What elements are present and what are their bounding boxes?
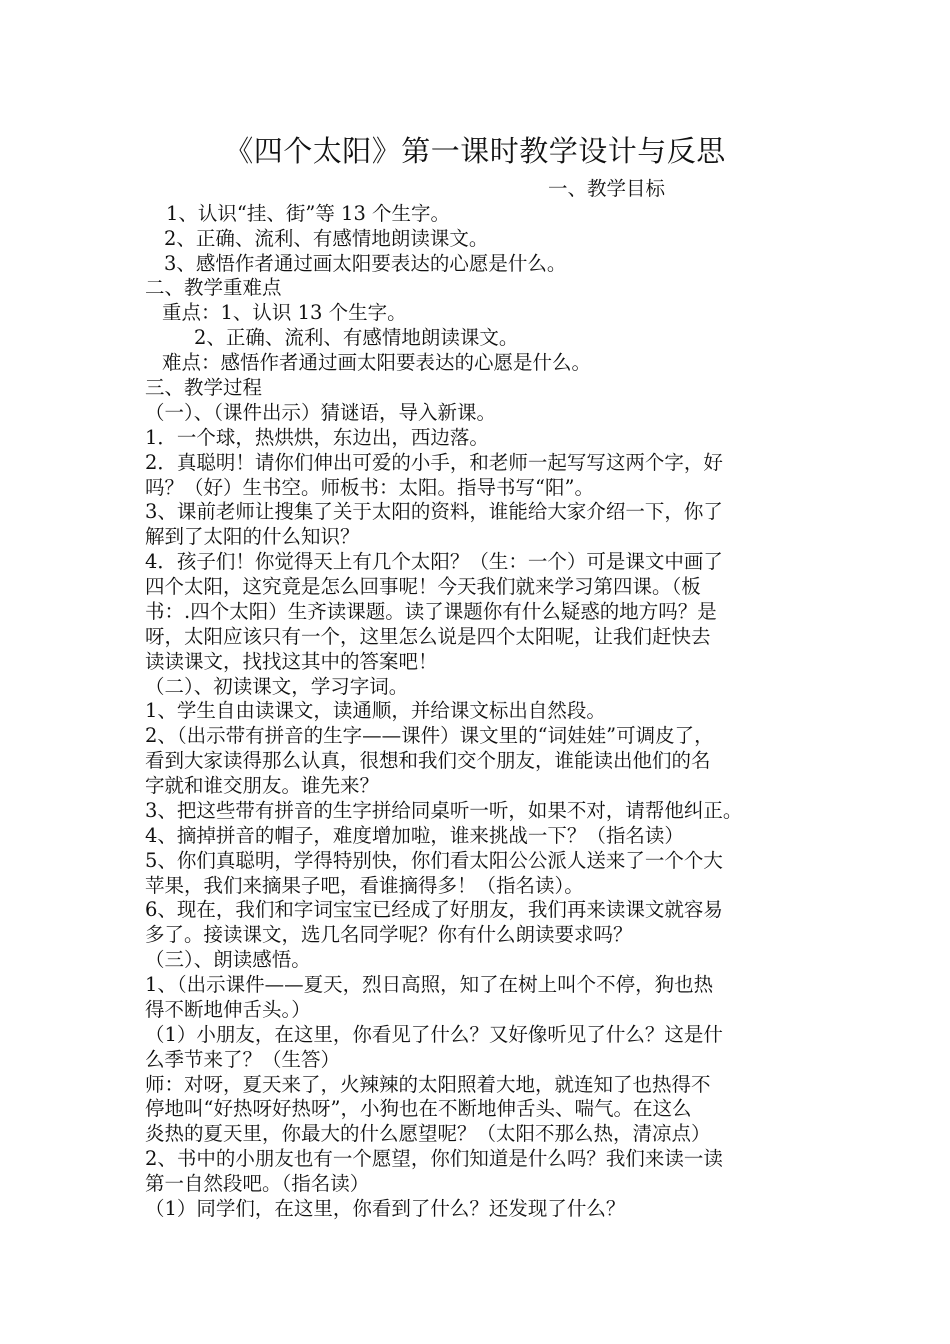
heading-objectives: 一、教学目标: [548, 177, 666, 200]
paragraph-line: 解到了太阳的什么知识？: [145, 525, 360, 548]
key-point-line: 2、正确、流利、有感情地朗读课文。: [194, 326, 519, 349]
paragraph-line: 3、课前老师让搜集了关于太阳的资料，谁能给大家介绍一下，你了: [145, 500, 723, 523]
paragraph-line: 师：对呀，夏天来了，火辣辣的太阳照着大地，就连知了也热得不: [145, 1073, 711, 1096]
paragraph-line: （1）同学们，在这里，你看到了什么？还发现了什么？: [145, 1197, 626, 1220]
paragraph-line: 读读课文，找找这其中的答案吧！: [145, 650, 438, 673]
objective-line: 1、认识“挂、街”等 13 个生字。: [166, 202, 451, 225]
paragraph-line: 4．孩子们！你觉得天上有几个太阳？（生：一个）可是课文中画了: [145, 550, 723, 573]
section-heading: （三）、朗读感悟。: [145, 948, 311, 971]
section-heading: （一）、（课件出示）猜谜语，导入新课。: [145, 401, 497, 424]
paragraph-line: 2．真聪明！请你们伸出可爱的小手，和老师一起写写这两个字，好: [145, 451, 723, 474]
paragraph-line: 2、书中的小朋友也有一个愿望，你们知道是什么吗？我们来读一读: [145, 1147, 723, 1170]
paragraph-line: 3、把这些带有拼音的生字拼给同桌听一听，如果不对，请帮他纠正。: [145, 799, 743, 822]
paragraph-line: 1、（出示课件——夏天，烈日高照，知了在树上叫个不停，狗也热: [145, 973, 714, 996]
paragraph-line: 2、（出示带有拼音的生字——课件）课文里的“词娃娃”可调皮了，: [145, 724, 714, 747]
paragraph-line: 5、你们真聪明，学得特别快，你们看太阳公公派人送来了一个个大: [145, 849, 723, 872]
paragraph-line: 第一自然段吧。（指名读）: [145, 1172, 370, 1195]
paragraph-line: 呀，太阳应该只有一个，这里怎么说是四个太阳呢，让我们赶快去: [145, 625, 711, 648]
document-title: 《四个太阳》第一课时教学设计与反思: [224, 134, 726, 168]
paragraph-line: 书：.四个太阳）生齐读课题。读了课题你有什么疑惑的地方吗？是: [145, 600, 717, 623]
heading-key-points: 二、教学重难点: [145, 276, 282, 299]
paragraph-line: 得不断地伸舌头。）: [145, 998, 311, 1021]
paragraph-line: 么季节来了？（生答）: [145, 1048, 341, 1071]
objective-line: 3、感悟作者通过画太阳要表达的心愿是什么。: [164, 252, 567, 275]
paragraph-line: 苹果，我们来摘果子吧，看谁摘得多！（指名读）。: [145, 874, 584, 897]
section-heading: （二）、初读课文，学习字词。: [145, 675, 409, 698]
paragraph-line: 停地叫“好热呀好热呀”，小狗也在不断地伸舌头、喘气。在这么: [145, 1097, 692, 1120]
paragraph-line: 四个太阳，这究竟是怎么回事呢！今天我们就来学习第四课。（板: [145, 575, 701, 598]
paragraph-line: 4、摘掉拼音的帽子，难度增加啦，谁来挑战一下？（指名读）: [145, 824, 684, 847]
paragraph-line: 炎热的夏天里，你最大的什么愿望呢？（太阳不那么热，清凉点）: [145, 1122, 711, 1145]
key-point-line: 重点：1、认识 13 个生字。: [162, 301, 407, 324]
paragraph-line: 1．一个球，热烘烘，东边出，西边落。: [145, 426, 489, 449]
heading-process: 三、教学过程: [145, 376, 263, 399]
paragraph-line: （1）小朋友，在这里，你看见了什么？又好像听见了什么？这是什: [145, 1023, 723, 1046]
paragraph-line: 吗？（好）生书空。师板书：太阳。指导书写“阳”。: [145, 476, 594, 499]
paragraph-line: 1、学生自由读课文，读通顺，并给课文标出自然段。: [145, 699, 606, 722]
paragraph-line: 字就和谁交朋友。谁先来？: [145, 774, 380, 797]
objective-line: 2、正确、流利、有感情地朗读课文。: [164, 227, 489, 250]
paragraph-line: 6、现在，我们和字词宝宝已经成了好朋友，我们再来读课文就容易: [145, 898, 723, 921]
paragraph-line: 看到大家读得那么认真，很想和我们交个朋友，谁能读出他们的名: [145, 749, 711, 772]
paragraph-line: 多了。接读课文，选几名同学呢？你有什么朗读要求吗？: [145, 923, 633, 946]
difficulty-line: 难点：感悟作者通过画太阳要表达的心愿是什么。: [162, 351, 592, 374]
